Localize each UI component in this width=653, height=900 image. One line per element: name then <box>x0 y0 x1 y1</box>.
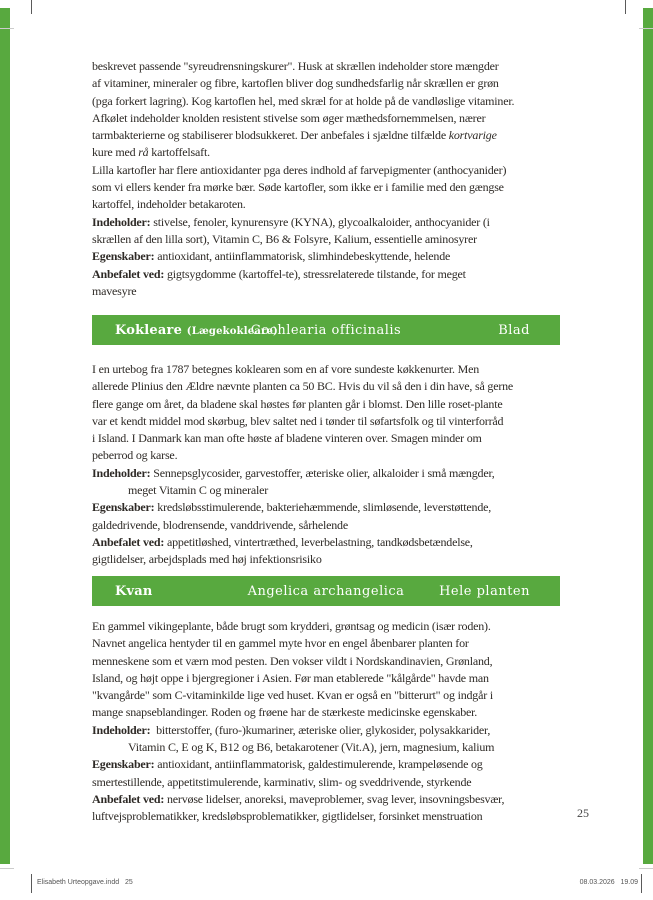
species-plant-part: Blad <box>498 322 530 338</box>
text-line: allerede Plinius den Ældre nævnte planten ca 50 BC. Hvis du vil så den i din have, så gerne <box>92 379 514 394</box>
text-line: af vitaminer, mineraler og fibre, kartoflen bliver dog sundhedsfarlig når skrællen er grøn <box>92 76 499 91</box>
text-line: gigtlidelser, arbejdsplads med høj infektionsrisiko <box>92 552 322 567</box>
text-line: kartoffel, indeholder betakaroten. <box>92 197 246 212</box>
crop-mark-top-left-horizontal <box>0 28 14 29</box>
text-line: i Island. I Danmark kan man ofte høste af bladene vinteren over. Smagen minder om <box>92 431 482 446</box>
text-line: Egenskaber: antioxidant, antiinflammatorisk, galdestimulerende, krampeløsende og <box>92 757 483 772</box>
intro-paragraph <box>92 58 570 300</box>
crop-mark-top-right-horizontal <box>639 28 653 29</box>
kokleare-paragraph <box>92 361 570 569</box>
text-line: I en urtebog fra 1787 betegnes koklearen som en af vore sundeste køkkenurter. Men <box>92 362 480 376</box>
text-line: beskrevet passende "syreudrensningskurer". Husk at skrællen indeholder store mængder <box>92 59 499 73</box>
species-header-kvan <box>92 576 560 606</box>
text-line: var et kendt middel mod skørbug, blev saltet ned i tønder til søfartsfolk og til vinterforråd <box>92 413 504 428</box>
text-line: skrællen af den lilla sort), Vitamin C, B6 & Folsyre, Kalium, essentielle aminosyrer <box>92 231 477 246</box>
text-line: luftvejsproblematikker, kredsløbsproblematikker, gigtlidelser, forsinket menstruation <box>92 809 483 824</box>
text-line: Indeholder: stivelse, fenoler, kynurensyre (KYNA), glycoalkaloider, anthocyanider (i <box>92 214 490 229</box>
text-line: meget Vitamin C og mineraler <box>128 483 269 498</box>
text-line: mavesyre <box>92 283 137 298</box>
page-number: 25 <box>577 806 589 820</box>
text-line: Anbefalet ved: gigtsygdomme (kartoffel-te), stressrelaterede tilstande, for meget <box>92 266 466 281</box>
footer-timestamp: 08.03.2026 19.09 <box>579 879 638 886</box>
species-name: Kokleare (Lægekokleare) <box>115 322 278 338</box>
species-latin-name: Angelica archangelica <box>247 583 405 599</box>
right-page-edge-bar <box>643 8 653 864</box>
text-line: flere gange om året, da bladene skal høstes før planten går i blomst. Den lille roset-plante <box>92 396 503 411</box>
text-line: (pga forkert lagring). Kog kartoflen hel, med skræl for at holde på de vandløslige vitaminer. <box>92 93 515 108</box>
crop-mark-bottom-left-vertical <box>31 874 32 893</box>
text-line: Egenskaber: antioxidant, antiinflammatorisk, slimhindebeskyttende, helende <box>92 249 451 264</box>
species-plant-part: Hele planten <box>439 583 530 599</box>
text-line: Island, og højt oppe i bjergregioner i Asien. Før man etablerede "kålgårde" havde man <box>92 670 489 685</box>
crop-mark-bottom-left-horizontal <box>0 868 14 869</box>
text-line: smertestillende, appetitstimulerende, karminativ, slim- og sveddrivende, styrkende <box>92 774 472 789</box>
footer-file-name: Elisabeth Urteopgave.indd 25 <box>37 879 133 886</box>
kvan-paragraph <box>92 618 570 826</box>
text-line: "kvangårde" som C-vitaminkilde lige ved huset. Kvan er også en "bitterurt" og indgår i <box>92 688 493 703</box>
text-line: mange snapseblandinger. Roden og frøene har de stærkeste medicinske egenskaber. <box>92 705 478 720</box>
text-line: kure med rå kartoffelsaft. <box>92 145 210 160</box>
crop-mark-bottom-right-horizontal <box>639 868 653 869</box>
text-line: galdedrivende, blodrensende, vanddrivende, sårhelende <box>92 517 348 532</box>
text-line: Anbefalet ved: nervøse lidelser, anoreksi, maveproblemer, svag lever, insovningsbesvær, <box>92 791 505 806</box>
text-line: tarmbakterierne og stabiliserer blodsukkeret. Der anbefales i sjældne tilfælde kortvarige <box>92 128 497 143</box>
text-line: Vitamin C, E og K, B12 og B6, betakarotener (Vit.A), jern, magnesium, kalium <box>128 740 495 755</box>
text-line: Lilla kartofler har flere antioxidanter pga deres indhold af farvepigmenter (anthocyanider) <box>92 162 507 177</box>
text-line: Egenskaber: kredsløbsstimulerende, bakteriehæmmende, slimløsende, leverstøttende, <box>92 500 492 515</box>
text-line: Indeholder: bitterstoffer, (furo-)kumariner, æteriske olier, glykosider, polysakkarider, <box>92 722 491 737</box>
species-name: Kvan <box>115 583 153 599</box>
species-header-kokleare <box>92 315 560 345</box>
page-body <box>92 0 562 900</box>
species-alt-name: (Lægekokleare) <box>186 325 278 337</box>
text-line: menneskene som et værn mod pesten. Den vokser vildt i Nordskandinavien, Grønland, <box>92 653 493 668</box>
text-line: peberrod og karse. <box>92 448 178 463</box>
text-line: som vi ellers kender fra mørke bær. Søde kartofler, som ikke er i familie med den gængse <box>92 180 504 195</box>
crop-mark-top-left-vertical <box>31 0 32 14</box>
text-line: Anbefalet ved: appetitløshed, vintertræthed, leverbelastning, tandkødsbetændelse, <box>92 534 473 549</box>
text-line: Navnet angelica hentyder til en gammel myte hvor en engel åbenbarer planten for <box>92 636 469 651</box>
text-line: Indeholder: Sennepsglycosider, garvestoffer, æteriske olier, alkaloider i små mængder, <box>92 465 495 480</box>
species-latin-name: Cochlearia officinalis <box>250 322 402 338</box>
crop-mark-bottom-right-vertical <box>641 874 642 893</box>
text-line: En gammel vikingeplante, både brugt som krydderi, grøntsag og medicin (især roden). <box>92 619 491 633</box>
left-page-edge-bar <box>0 8 10 864</box>
text-line: Afkølet indeholder knolden resistent stivelse som øger mæthedsfornemmelsen, nærer <box>92 110 486 125</box>
crop-mark-top-right-vertical <box>625 0 626 14</box>
